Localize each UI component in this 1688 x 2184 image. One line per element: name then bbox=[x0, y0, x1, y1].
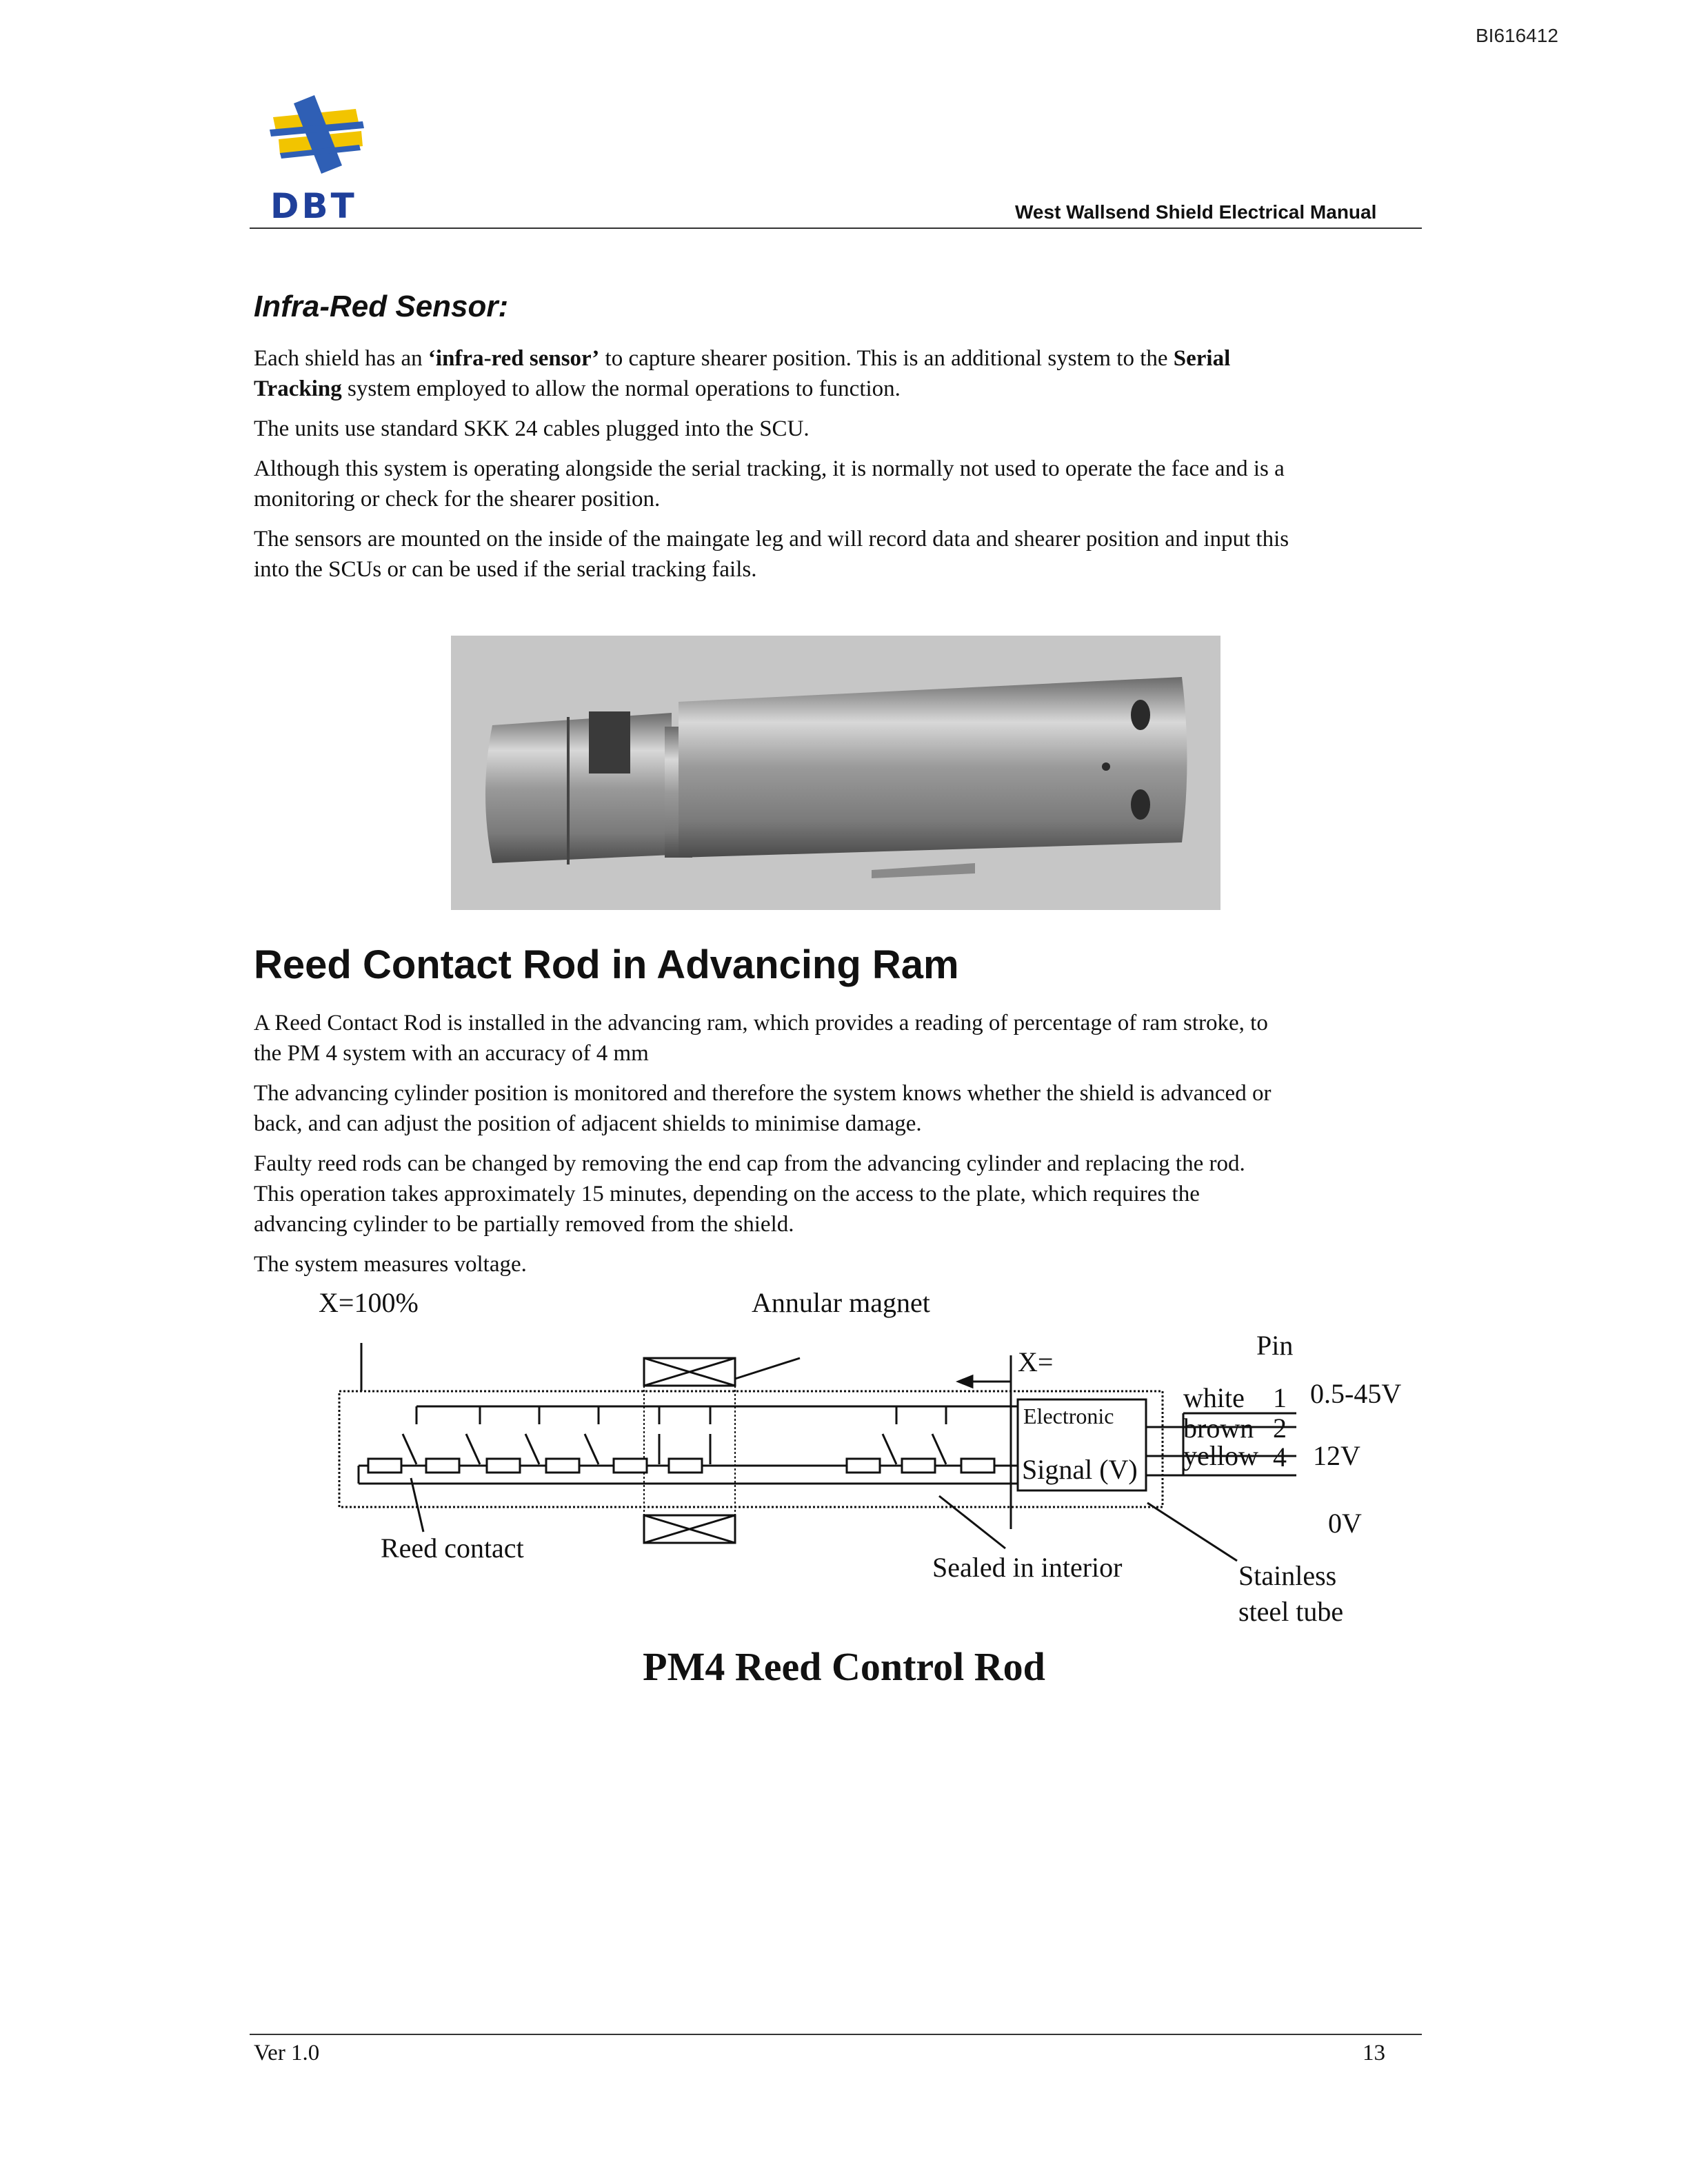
label-steel-tube: steel tube bbox=[1238, 1596, 1344, 1627]
wire-label-yellow: yellow bbox=[1183, 1440, 1258, 1471]
label-pin: Pin bbox=[1256, 1330, 1294, 1361]
text: Each shield has an bbox=[254, 346, 428, 371]
paragraph-measures-voltage: The system measures voltage. bbox=[254, 1252, 527, 1277]
voltage-label-0v: 0V bbox=[1328, 1508, 1362, 1539]
text-line: Although this system is operating alongside the serial tracking, it is normally not used to operate the face and is a bbox=[254, 456, 1285, 481]
label-x-equals: X= bbox=[1018, 1346, 1054, 1377]
text: to capture shearer position. This is an additional system to the bbox=[599, 346, 1174, 371]
footer-rule bbox=[250, 2034, 1422, 2035]
section-heading-reed-rod: Reed Contact Rod in Advancing Ram bbox=[254, 942, 959, 987]
manual-title: West Wallsend Shield Electrical Manual bbox=[1015, 201, 1377, 223]
bold-term: ‘infra-red sensor’ bbox=[428, 346, 600, 371]
label-signal: Signal (V) bbox=[1022, 1454, 1138, 1485]
text-line: A Reed Contact Rod is installed in the advancing ram, which provides a reading of percentage of ram stroke, to bbox=[254, 1011, 1268, 1035]
text-line: back, and can adjust the position of adjacent shields to minimise damage. bbox=[254, 1111, 922, 1136]
label-electronic: Electronic bbox=[1023, 1404, 1114, 1428]
text-line: the PM 4 system with an accuracy of 4 mm bbox=[254, 1041, 649, 1066]
pin-number-1: 1 bbox=[1273, 1382, 1287, 1413]
text-line: advancing cylinder to be partially removed from the shield. bbox=[254, 1212, 794, 1237]
document-id: BI616412 bbox=[1476, 25, 1558, 46]
voltage-label-0-5-45v: 0.5-45V bbox=[1310, 1378, 1402, 1409]
pin-number-2: 2 bbox=[1273, 1413, 1287, 1444]
text-line: monitoring or check for the shearer position. bbox=[254, 487, 661, 512]
text: system employed to allow the normal operations to function. bbox=[341, 376, 901, 401]
label-x-100: X=100% bbox=[319, 1287, 419, 1318]
paragraph-cables: The units use standard SKK 24 cables plugged into the SCU. bbox=[254, 416, 810, 441]
text-line: This operation takes approximately 15 minutes, depending on the access to the plate, which requires the bbox=[254, 1182, 1200, 1206]
wire-label-brown: brown bbox=[1183, 1413, 1254, 1444]
label-reed-contact: Reed contact bbox=[381, 1533, 524, 1564]
footer-page-number: 13 bbox=[1363, 2041, 1385, 2065]
label-sealed-interior: Sealed in interior bbox=[932, 1552, 1123, 1583]
logo-text: DBT bbox=[270, 186, 357, 226]
footer-version: Ver 1.0 bbox=[254, 2041, 320, 2065]
text-line: Faulty reed rods can be changed by removing the end cap from the advancing cylinder and replacing the rod. bbox=[254, 1151, 1245, 1176]
wire-label-white: white bbox=[1183, 1382, 1245, 1413]
text-line: The advancing cylinder position is monitored and therefore the system knows whether the shield is advanced or bbox=[254, 1081, 1272, 1106]
bold-term: Tracking bbox=[254, 376, 342, 401]
text-line: into the SCUs or can be used if the serial tracking fails. bbox=[254, 557, 757, 582]
text-line: The sensors are mounted on the inside of the maingate leg and will record data and shearer position and input this bbox=[254, 527, 1289, 552]
pin-number-4: 4 bbox=[1273, 1442, 1287, 1473]
voltage-label-12v: 12V bbox=[1313, 1440, 1360, 1471]
label-annular-magnet: Annular magnet bbox=[752, 1287, 930, 1318]
label-stainless: Stainless bbox=[1238, 1560, 1337, 1591]
diagram-caption: PM4 Reed Control Rod bbox=[643, 1644, 1045, 1689]
bold-term: Serial bbox=[1173, 346, 1231, 371]
section-heading-infrared: Infra-Red Sensor: bbox=[254, 290, 509, 323]
